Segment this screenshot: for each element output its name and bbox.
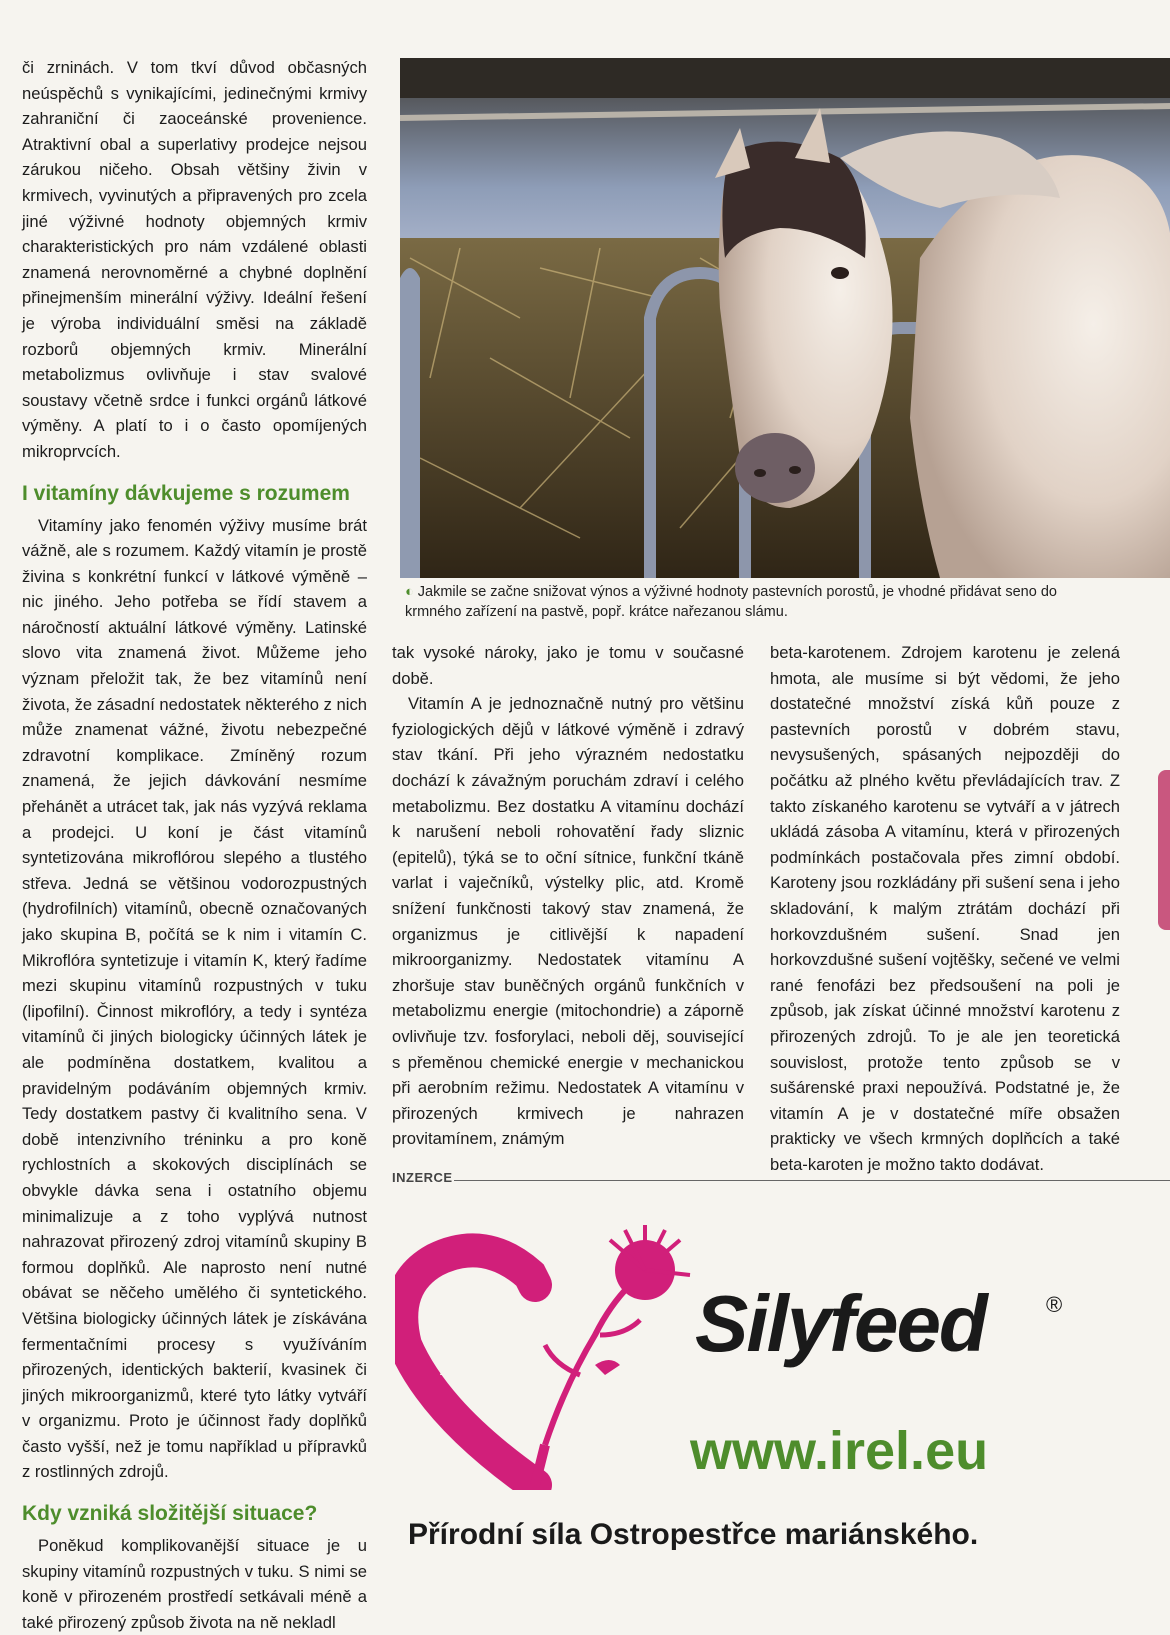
article-column-3 [770, 640, 1120, 1177]
column2-paragraph-2: Vitamín A je jednoznačně nutný pro většinu fyziologických dějů v látkové výměně i zdravý stav tkání. Při jeho výrazném nedostatku dochází k závažným poruchám zdraví i celého metabolizmu. Bez dostatku A vitamínu dochází k narušení neboli rohovatění řady sliznic (epitelů), týká se to oční sítnice, funkční tkáně varlat i vaječníků, výstelky plic, atd. Kromě snížení funkčnosti takový stav znamená, že organizmus je citlivější k napadení mikroorganizmy. Nedostatek vitamínu A zhoršuje stav buněčných orgánů funkčních v metabolizmu energie (mitochondrie) a záporně ovlivňuje tzv. fosforylaci, neboli děj, související s přeměnou chemické energie v mechanickou při aerobním režimu. Nedostatek A vitamínu v přirozených krmivech je nahrazen provitamínem, známým [392, 694, 744, 1149]
column1-paragraph-3: Poněkud komplikovanější situace je u skupiny vitamínů rozpustných v tuku. S nimi se koně v přirozeném prostředí setkávali méně a také přirozený způsob života na ně nekladl [22, 1536, 367, 1632]
horse-photo [400, 58, 1170, 578]
column3-paragraph-1: beta-karotenem. Zdrojem karotenu je zelená hmota, ale musíme si být vědomi, že jeho dostatečné množství získá kůň pouze z pastevních porostů v dobrém stavu, nevysušených, spásaných nejpozději do počátku až plného květu převládajících trav. Z takto získaného karotenu se vytváří a v játrech ukládá zásoba A vitamínu, která v přirozených podmínkách postačovala přes zimní období. Karoteny jsou rozkládány při sušení sena i jeho skladování, k malým ztrátám dochází při horkovzdušném sušení. Snad jen horkovzdušné sušení vojtěšky, sečené ve velmi rané fenofázi bez předsoušení na poli je způsob, jak získat účinné množství karotenu z přirozených zdrojů. To je ale jen teoretická souvislost, protože tento způsob se v sušárenské praxi nepoužívá. Podstatné je, že vitamín A je v dostatečné míře obsažen prakticky ve všech krmných doplňcích a také beta-karoten je možno takto dodávat. [770, 643, 1120, 1174]
ad-brand-name: Silyfeed [695, 1279, 986, 1368]
section-heading-complex-situation: Kdy vzniká složitější situace? [22, 1502, 318, 1526]
photo-caption [405, 582, 1105, 622]
column2-paragraph-1: tak vysoké nároky, jako je tomu v současné době. [392, 643, 744, 688]
ad-section-label: INZERCE [392, 1170, 453, 1185]
section-heading-vitamins: I vitamíny dávkujeme s rozumem [22, 481, 350, 505]
page-edge-tab [1158, 770, 1170, 930]
bullet-icon: ◐ [405, 584, 414, 600]
registered-mark: ® [1046, 1292, 1063, 1317]
column1-paragraph-1: či zrninách. V tom tkví důvod občasných neúspěchů s vynikajícími, jedinečnými krmivy zahraniční či zaoceánské provenience. Atraktivní obal a superlativy prodejce nejsou zárukou ničeho. Obsah většiny živin v krmivech, vyvinutých a připravených pro zcela jiné výživné hodnoty objemných krmiv charakteristických pro nám vzdálené oblasti znamená nerovnoměrné a chybné doplnění přinejmenším minerální výživy. Ideální řešení je výroba individuální směsi na základě rozborů objemných krmiv. Minerální metabolizmus ovlivňuje i stav svalové soustavy včetně srdce i funkci orgánů látkové výměny. A platí to i o často opomíjených mikroprvcích. [22, 58, 367, 461]
article-column-1 [22, 55, 367, 1635]
ad-section-header [392, 1170, 1170, 1190]
column1-paragraph-2: Vitamíny jako fenomén výživy musíme brát vážně, ale s rozumem. Každý vitamín je prostě živina s konkrétní funkcí v látkové výměně – nic jiného. Jeho potřeba se řídí stavem a náročností aktuální látkové výměny. Latinské slovo vita znamená život. Můžeme jeho význam přeložit tak, že bez vitamínů není života, že zásadní nedostatek některého z nich může znamenat vážné, životu nebezpečné zdravotní komplikace. Zmíněný rozum znamená, že jejich dávkování nesmíme přehánět a utrácet tak, jak nás vyzývá reklama a prodejci. U koní je část vitamínů syntetizována mikroflórou slepého a tlustého střeva. Jedná se většinou vodorozpustných (hydrofilních) vitamínů, obecně označovaných jako skupina B, počítá se k nim i vitamín C. Mikroflóra syntetizuje i vitamín K, který řadíme mezi skupinu vitamínů rozpustných v tuku (lipofilní). Činnost mikroflóry, a tedy i syntéza vitamínů či jiných biologicky účinných látek je ale podmíněna dostatkem, kvalitou a pravidelným podáváním objemných krmiv. Tedy dostatkem pastvy či kvalitního sena. V době intenzivního tréninku a pro koně rychlostních a skokových disciplínách se obvykle dávka sena i ostatního objemu minimalizuje a z toho vyplývá nutnost nahrazovat přirozený zdroj vitamínů skupiny B formou doplňků. Ale naprosto není nutné obávat se něčeho umělého či syntetického. Většina biologicky účinných látek je získávána fermentačními procesy s využíváním přirozených, identických bakterií, kvasinek či jiných mikroorganizmů, které tyto látky vytváří v organizmu. Proto je účinnost řady doplňků často vyšší, než je tomu například u přípravků z rostlinných zdrojů. [22, 515, 367, 1482]
silyfeed-heart-logo [395, 1225, 725, 1490]
ad-tagline: Přírodní síla Ostropestřce mariánského. [408, 1518, 979, 1551]
ad-divider [454, 1180, 1170, 1181]
article-column-2 [392, 640, 744, 1152]
caption-text: Jakmile se začne snižovat výnos a výživné hodnoty pastevních porostů, je vhodné přidávat seno do krmného zařízení na pastvě, popř. krátce nařezanou slámu. [405, 584, 1057, 620]
ad-website-link[interactable]: www.irel.eu [690, 1421, 989, 1481]
